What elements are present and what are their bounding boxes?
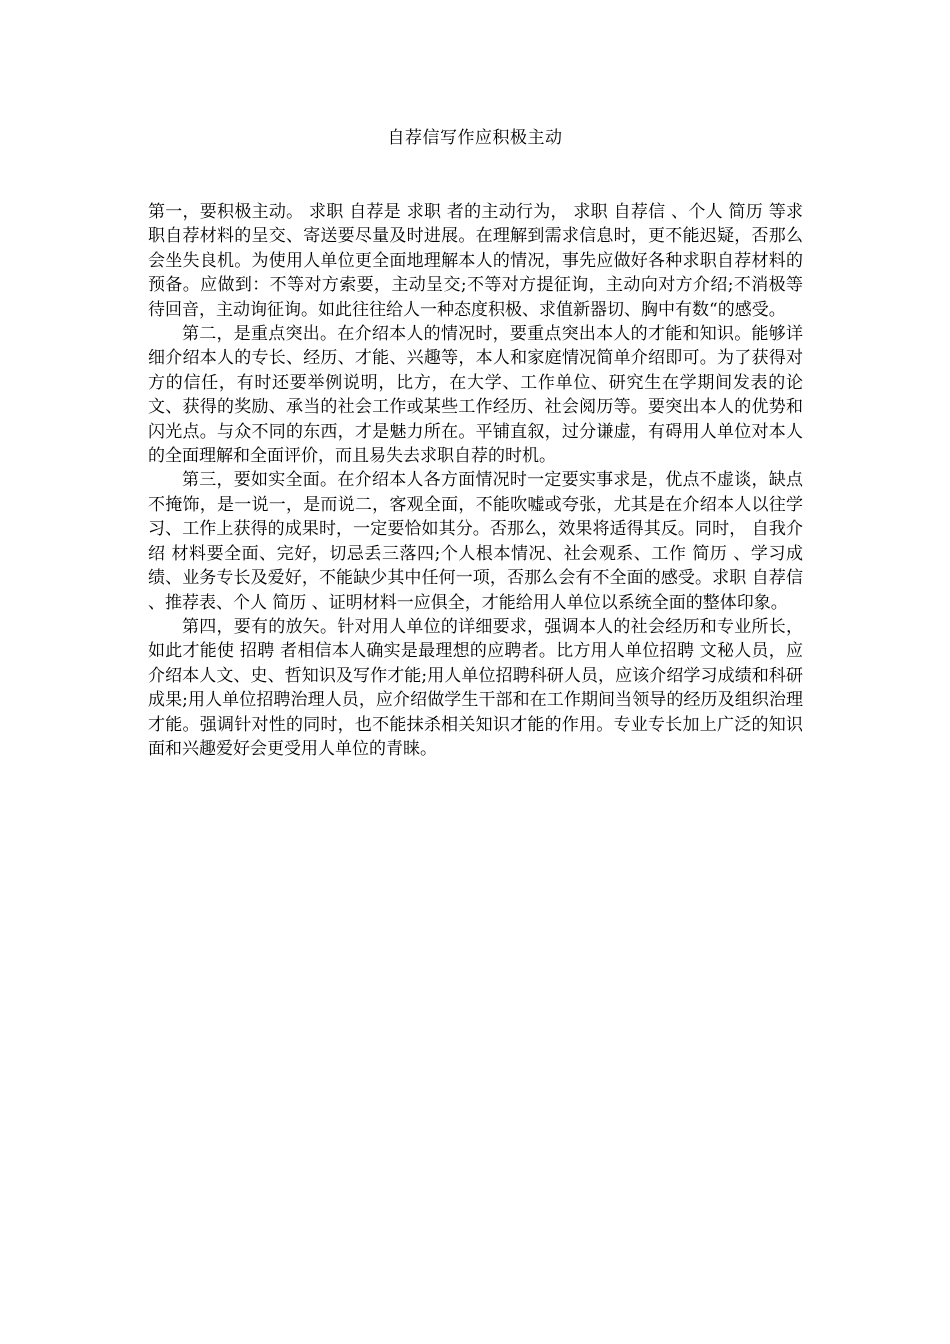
paragraph-3: 第三，要如实全面。在介绍本人各方面情况时一定要实事求是，优点不虚谈，缺点不掩饰，是一说一，是而说二，客观全面，不能吹嘘或夸张，尤其是在介绍本人以往学习、工作上获得的成果时，一定要恰如其分。否那么，效果将适得其反。同时， 自我介绍 材料要全面、完好，切忌丢三落四;个人根本情况、社会观系、工作 简历 、学习成绩、业务专长及爱好，不能缺少其中任何一项，否那么会有不全面的感受。求职 自荐信 、推荐表、个人 简历 、证明材料一应俱全，才能给用人单位以系统全面的整体印象。 [148,470,803,613]
paragraph-2: 第二，是重点突出。在介绍本人的情况时，要重点突出本人的才能和知识。能够详细介绍本人的专长、经历、才能、兴趣等，本人和家庭情况简单介绍即可。为了获得对方的信任，有时还要举例说明，比方，在大学、工作单位、研究生在学期间发表的论文、获得的奖励、承当的社会工作或某些工作经历、社会阅历等。要突出本人的优势和闪光点。与众不同的东西，才是魅力所在。平铺直叙，过分谦虚，有碍用人单位对本人的全面理解和全面评价，而且易失去求职自荐的时机。 [148,324,803,467]
paragraph-1: 第一，要积极主动。 求职 自荐是 求职 者的主动行为， 求职 自荐信 、个人 简历 等求职自荐材料的呈交、寄送要尽量及时进展。在理解到需求信息时，更不能迟疑，否那么会坐失良机。为使用人单位更全面地理解本人的情况，事先应做好各种求职自荐材料的预备。应做到：不等对方索要，主动呈交;不等对方提征询，主动向对方介绍;不消极等待回音，主动询征询。如此往往给人一种态度积极、求值新器切、胸中有数“的感受。 [148,202,803,320]
document-body [148,200,803,761]
paragraph-4: 第四，要有的放矢。针对用人单位的详细要求，强调本人的社会经历和专业所长，如此才能使 招聘 者相信本人确实是最理想的应聘者。比方用人单位招聘 文秘人员，应介绍本人文、史、哲知识及写作才能;用人单位招聘科研人员，应该介绍学习成绩和科研成果;用人单位招聘治理人员，应介绍做学生干部和在工作期间当领导的经历及组织治理才能。强调针对性的同时，也不能抹杀相关知识才能的作用。专业专长加上广泛的知识面和兴趣爱好会更受用人单位的青睐。 [148,616,803,759]
document-title: 自荐信写作应积极主动 [387,128,563,148]
